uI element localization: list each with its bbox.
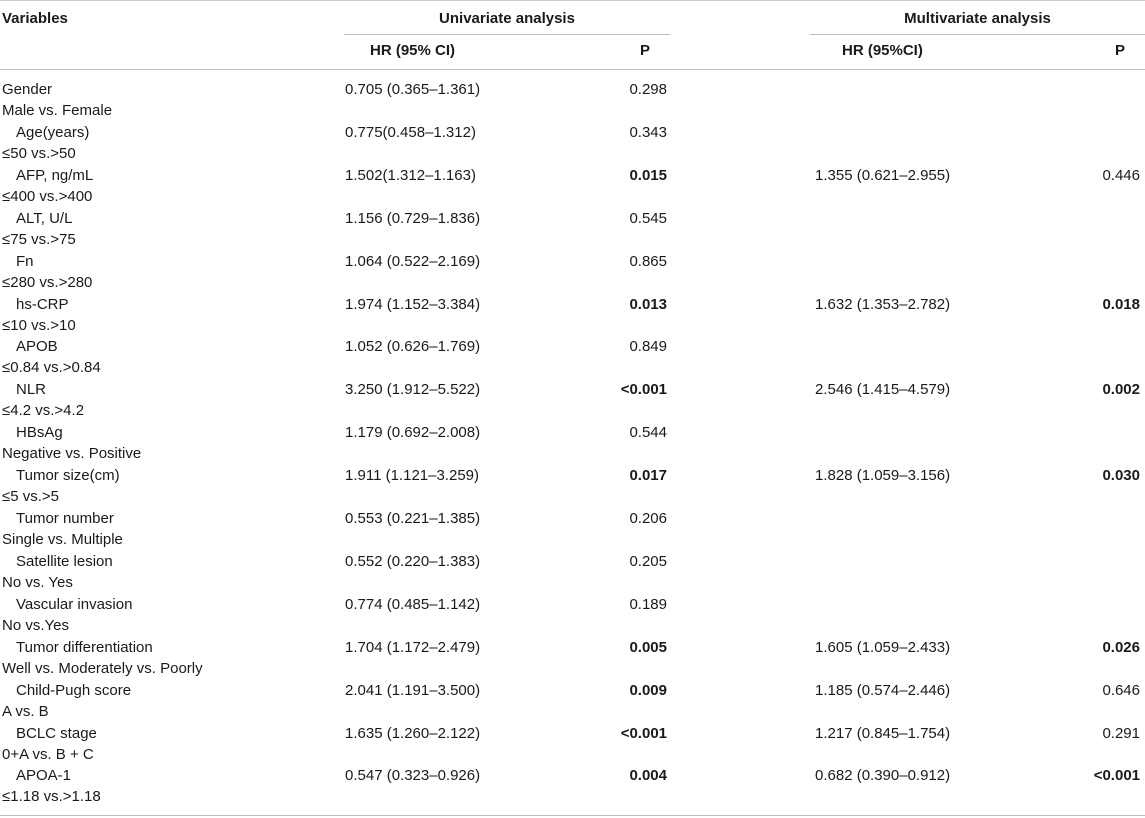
multivariate-hr: 1.632 (1.353–2.782): [815, 296, 951, 313]
variable-comparison: ≤280 vs.>280: [2, 274, 93, 291]
univariate-hr: 1.156 (0.729–1.836): [345, 210, 481, 227]
univariate-p: 0.545: [629, 210, 667, 227]
variable-name: HBsAg: [16, 424, 63, 441]
univariate-p: 0.865: [629, 253, 667, 270]
univariate-p: 0.298: [629, 81, 667, 98]
variable-comparison: ≤5 vs.>5: [2, 488, 60, 505]
variable-name: Tumor differentiation: [16, 639, 153, 656]
variable-name: Fn: [16, 253, 34, 270]
variable-name: AFP, ng/mL: [16, 167, 94, 184]
variable-name: NLR: [16, 381, 47, 398]
variable-name: Age(years): [16, 124, 90, 141]
header-uni-hr: HR (95% CI): [370, 42, 456, 59]
univariate-p: 0.544: [629, 424, 667, 441]
univariate-p: 0.343: [629, 124, 667, 141]
variable-name: Gender: [2, 81, 53, 98]
variable-name: BCLC stage: [16, 725, 97, 742]
multivariate-hr: 0.682 (0.390–0.912): [815, 767, 951, 784]
univariate-p: 0.005: [629, 639, 667, 656]
univariate-p: 0.013: [629, 296, 667, 313]
variable-comparison: Well vs. Moderately vs. Poorly: [2, 660, 203, 677]
variable-comparison: A vs. B: [2, 703, 49, 720]
univariate-group-rule: [344, 34, 670, 35]
variable-name: Tumor number: [16, 510, 114, 527]
variable-comparison: ≤50 vs.>50: [2, 145, 76, 162]
variable-name: ALT, U/L: [16, 210, 73, 227]
univariate-hr: 0.774 (0.485–1.142): [345, 596, 481, 613]
univariate-p: 0.849: [629, 338, 667, 355]
variable-comparison: ≤10 vs.>10: [2, 317, 76, 334]
univariate-hr: 0.553 (0.221–1.385): [345, 510, 481, 527]
variable-comparison: ≤75 vs.>75: [2, 231, 76, 248]
multivariate-group-rule: [810, 34, 1145, 35]
univariate-p: <0.001: [620, 725, 667, 742]
variable-comparison: Male vs. Female: [2, 102, 113, 119]
univariate-hr: 0.552 (0.220–1.383): [345, 553, 481, 570]
variable-name: Satellite lesion: [16, 553, 113, 570]
variable-name: Tumor size(cm): [16, 467, 120, 484]
header-multi-p: P: [1114, 42, 1125, 59]
variable-comparison: ≤0.84 vs.>0.84: [2, 359, 101, 376]
multivariate-p: <0.001: [1093, 767, 1140, 784]
header-bottom-rule: [0, 69, 1145, 70]
header-uni-p: P: [639, 42, 650, 59]
variable-comparison: No vs.Yes: [2, 617, 69, 634]
variable-name: APOB: [16, 338, 58, 355]
univariate-hr: 1.704 (1.172–2.479): [345, 639, 481, 656]
univariate-hr: 1.974 (1.152–3.384): [345, 296, 481, 313]
multivariate-hr: 2.546 (1.415–4.579): [815, 381, 951, 398]
header-multi-hr: HR (95%CI): [842, 42, 923, 59]
variable-comparison: No vs. Yes: [2, 574, 73, 591]
multivariate-hr: 1.605 (1.059–2.433): [815, 639, 951, 656]
variable-name: Child-Pugh score: [16, 682, 132, 699]
univariate-hr: 1.911 (1.121–3.259): [345, 467, 479, 484]
multivariate-hr: 1.217 (0.845–1.754): [815, 725, 951, 742]
univariate-hr: 0.547 (0.323–0.926): [345, 767, 481, 784]
univariate-hr: 1.179 (0.692–2.008): [345, 424, 481, 441]
univariate-p: 0.205: [629, 553, 667, 570]
multivariate-p: 0.026: [1102, 639, 1140, 656]
variable-comparison: ≤400 vs.>400: [2, 188, 93, 205]
univariate-hr: 2.041 (1.191–3.500): [345, 682, 481, 699]
variable-name: hs-CRP: [16, 296, 69, 313]
variable-name: APOA-1: [16, 767, 72, 784]
variable-name: Vascular invasion: [16, 596, 133, 613]
header-multivariate: Multivariate analysis: [904, 10, 1051, 27]
multivariate-p: 0.018: [1102, 296, 1140, 313]
univariate-p: 0.017: [629, 467, 667, 484]
multivariate-p: 0.446: [1102, 167, 1140, 184]
multivariate-p: 0.291: [1102, 725, 1140, 742]
multivariate-hr: 1.355 (0.621–2.955): [815, 167, 951, 184]
univariate-p: 0.206: [629, 510, 667, 527]
univariate-p: 0.015: [629, 167, 667, 184]
variable-comparison: Negative vs. Positive: [2, 445, 142, 462]
univariate-p: 0.009: [629, 682, 667, 699]
header-univariate: Univariate analysis: [439, 10, 575, 27]
univariate-hr: 1.052 (0.626–1.769): [345, 338, 481, 355]
multivariate-hr: 1.185 (0.574–2.446): [815, 682, 951, 699]
variable-comparison: Single vs. Multiple: [2, 531, 123, 548]
multivariate-p: 0.002: [1102, 381, 1140, 398]
univariate-hr: 1.635 (1.260–2.122): [345, 725, 481, 742]
univariate-hr: 3.250 (1.912–5.522): [345, 381, 481, 398]
univariate-hr: 0.705 (0.365–1.361): [345, 81, 481, 98]
multivariate-hr: 1.828 (1.059–3.156): [815, 467, 951, 484]
univariate-hr: 1.064 (0.522–2.169): [345, 253, 481, 270]
univariate-hr: 0.775(0.458–1.312): [345, 124, 476, 141]
table-top-rule: [0, 0, 1145, 1]
univariate-p: 0.004: [629, 767, 667, 784]
table-bottom-rule: [0, 815, 1145, 816]
variable-comparison: 0+A vs. B + C: [2, 746, 94, 763]
variable-comparison: ≤4.2 vs.>4.2: [2, 402, 85, 419]
variable-comparison: ≤1.18 vs.>1.18: [2, 788, 101, 805]
header-variables: Variables: [2, 10, 68, 27]
univariate-p: 0.189: [629, 596, 667, 613]
univariate-hr: 1.502(1.312–1.163): [345, 167, 476, 184]
multivariate-p: 0.030: [1102, 467, 1140, 484]
multivariate-p: 0.646: [1102, 682, 1140, 699]
univariate-p: <0.001: [620, 381, 667, 398]
